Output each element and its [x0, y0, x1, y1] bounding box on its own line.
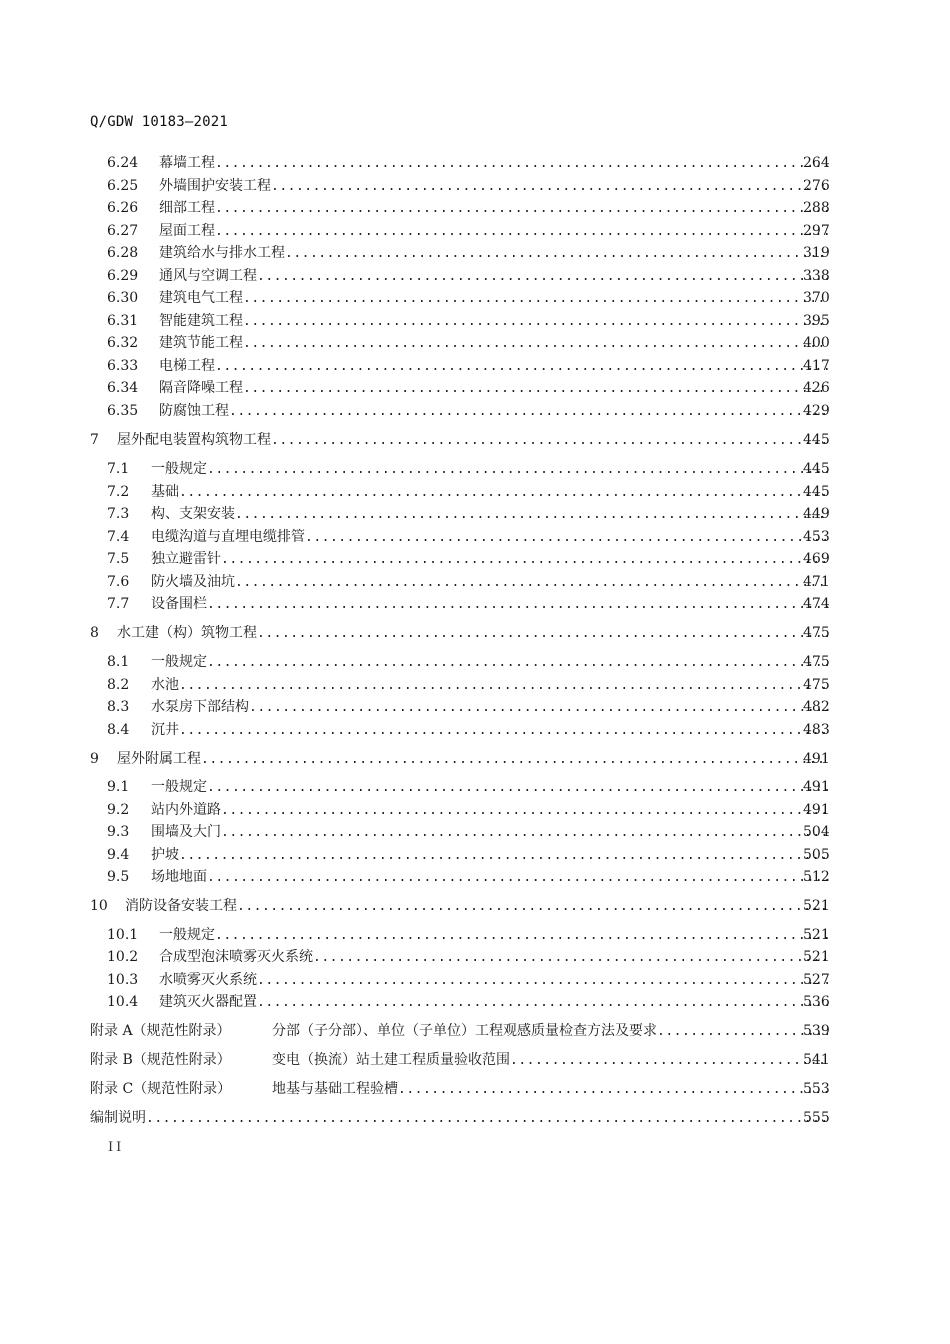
toc-entry-number: 6.26	[107, 200, 139, 216]
dot-leader	[215, 356, 828, 378]
dot-leader	[271, 430, 828, 452]
toc-entry-title[interactable]: 一般规定	[151, 779, 207, 795]
dot-leader	[215, 925, 828, 947]
toc-entry-number: 7.4	[107, 529, 130, 545]
toc-section-entry[interactable]	[0, 776, 950, 798]
toc-section-entry[interactable]	[0, 719, 950, 741]
dot-leader	[215, 153, 828, 175]
toc-entry-number: 7.7	[107, 596, 130, 612]
toc-section-entry[interactable]	[0, 175, 950, 197]
dot-leader	[271, 176, 828, 198]
toc-entry-number: 6.27	[107, 223, 139, 239]
toc-section-entry[interactable]	[0, 355, 950, 377]
toc-section-entry[interactable]	[0, 674, 950, 696]
toc-entry-title[interactable]: 水池	[151, 677, 179, 693]
toc-entry-page-number[interactable]: 491	[803, 802, 830, 818]
toc-entry-number: 8.4	[107, 722, 130, 738]
toc-entry-title[interactable]: 水泵房下部结构	[151, 699, 249, 715]
dot-leader	[207, 594, 828, 616]
toc-entry-number: 6.28	[107, 245, 139, 261]
dot-leader	[179, 720, 828, 742]
toc-entry-title[interactable]: 合成型泡沫喷雾灭火系统	[159, 949, 313, 965]
toc-entry-title[interactable]: 编制说明	[90, 1110, 146, 1126]
toc-section-entry[interactable]	[0, 866, 950, 888]
toc-entry-page-number[interactable]: 471	[803, 574, 830, 590]
dot-leader	[179, 482, 828, 504]
toc-section-entry[interactable]	[0, 310, 950, 332]
toc-entry-page-number[interactable]: 288	[803, 200, 830, 216]
toc-entry-title[interactable]: 站内外道路	[151, 802, 221, 818]
toc-section-entry[interactable]	[0, 991, 950, 1013]
toc-section-entry[interactable]	[0, 481, 950, 503]
dot-leader	[235, 504, 828, 526]
toc-section-entry[interactable]	[0, 265, 950, 287]
toc-entry-page-number[interactable]: 370	[803, 290, 830, 306]
dot-leader	[243, 288, 828, 310]
toc-entry-page-number[interactable]: 482	[803, 699, 830, 715]
toc-entry-title[interactable]: 屋面工程	[159, 223, 215, 239]
toc-section-entry[interactable]	[0, 503, 950, 525]
dot-leader	[201, 749, 828, 771]
toc-entry-number: 6.29	[107, 268, 139, 284]
toc-section-entry[interactable]	[0, 821, 950, 843]
toc-entry-page-number[interactable]: 429	[803, 403, 830, 419]
dot-leader	[207, 777, 828, 799]
toc-entry-number: 6.30	[107, 290, 139, 306]
toc-entry-title[interactable]: 构、支架安装	[151, 506, 235, 522]
dot-leader	[229, 401, 828, 423]
toc-chapter-entry[interactable]	[0, 895, 950, 917]
toc-entry-number: 7.5	[107, 551, 130, 567]
toc-appendix-entry[interactable]	[0, 1020, 950, 1042]
toc-appendix-entry[interactable]	[0, 1049, 950, 1071]
toc-entry-page-number[interactable]: 426	[803, 380, 830, 396]
toc-section-entry[interactable]	[0, 458, 950, 480]
toc-chapter-entry[interactable]	[0, 748, 950, 770]
toc-entry-page-number[interactable]: 445	[803, 432, 830, 448]
toc-entry-number: 9	[90, 751, 99, 767]
toc-section-entry[interactable]	[0, 377, 950, 399]
toc-section-entry[interactable]	[0, 287, 950, 309]
toc-section-entry[interactable]	[0, 400, 950, 422]
toc-section-entry[interactable]	[0, 571, 950, 593]
dot-leader	[257, 623, 828, 645]
page-number: II	[108, 1140, 125, 1155]
toc-entry-title[interactable]: 细部工程	[159, 200, 215, 216]
toc-section-entry[interactable]	[0, 969, 950, 991]
dot-leader	[207, 652, 828, 674]
toc-chapter-entry[interactable]	[0, 429, 950, 451]
toc-entry-title[interactable]: 建筑电气工程	[159, 290, 243, 306]
toc-entry-page-number[interactable]: 319	[803, 245, 830, 261]
toc-entry-page-number[interactable]: 475	[803, 625, 830, 641]
toc-entry-number: 6.34	[107, 380, 139, 396]
toc-section-entry[interactable]	[0, 651, 950, 673]
toc-entry-title[interactable]: 围墙及大门	[151, 824, 221, 840]
toc-appendix-entry[interactable]	[0, 1078, 950, 1100]
toc-entry-page-number[interactable]: 475	[803, 654, 830, 670]
toc-entry-number: 10.2	[107, 949, 139, 965]
toc-entry-number: 7.2	[107, 484, 130, 500]
toc-entry-page-number[interactable]: 400	[803, 335, 830, 351]
dot-leader	[215, 221, 828, 243]
toc-entry-number: 9.2	[107, 802, 130, 818]
toc-entry-page-number[interactable]: 539	[803, 1023, 830, 1039]
toc-entry-title[interactable]: 智能建筑工程	[159, 313, 243, 329]
toc-entry-page-number[interactable]: 491	[803, 779, 830, 795]
toc-entry-page-number[interactable]: 521	[803, 927, 830, 943]
dot-leader	[221, 822, 828, 844]
toc-entry-page-number[interactable]: 445	[803, 484, 830, 500]
toc-entry-page-number[interactable]: 395	[803, 313, 830, 329]
dot-leader	[313, 947, 828, 969]
dot-leader	[285, 243, 828, 265]
toc-entry-title[interactable]: 场地地面	[151, 869, 207, 885]
toc-entry-title[interactable]: 一般规定	[151, 461, 207, 477]
dot-leader	[179, 845, 828, 867]
toc-entry-page-number[interactable]: 469	[803, 551, 830, 567]
toc-section-entry[interactable]	[0, 946, 950, 968]
toc-entry-title[interactable]: 护坡	[151, 847, 179, 863]
toc-entry-page-number[interactable]: 505	[803, 847, 830, 863]
toc-entry-number: 6.25	[107, 178, 139, 194]
toc-entry-number: 附录 A（规范性附录）	[90, 1023, 231, 1039]
dot-leader	[305, 527, 828, 549]
toc-section-entry[interactable]	[0, 332, 950, 354]
toc-section-entry[interactable]	[0, 593, 950, 615]
toc-entry-page-number[interactable]: 264	[803, 155, 830, 171]
toc-entry-number: 10	[90, 898, 108, 914]
toc-entry-page-number[interactable]: 276	[803, 178, 830, 194]
toc-entry-number: 7	[90, 432, 99, 448]
toc-entry-number: 10.4	[107, 994, 139, 1010]
toc-entry-title[interactable]: 消防设备安装工程	[125, 898, 237, 914]
document-code-header: Q/GDW 10183—2021	[90, 114, 229, 130]
dot-leader	[510, 1050, 828, 1072]
toc-entry-title[interactable]: 幕墙工程	[159, 155, 215, 171]
dot-leader	[221, 800, 828, 822]
dot-leader	[221, 549, 828, 571]
toc-section-entry[interactable]	[0, 548, 950, 570]
toc-entry-page-number[interactable]: 338	[803, 268, 830, 284]
toc-entry-page-number[interactable]: 512	[803, 869, 830, 885]
dot-leader	[235, 572, 828, 594]
toc-entry-title[interactable]: 变电（换流）站土建工程质量验收范围	[272, 1052, 510, 1068]
toc-entry-title[interactable]: 一般规定	[159, 927, 215, 943]
toc-entry-number: 7.3	[107, 506, 130, 522]
toc-entry-title[interactable]: 防火墙及油坑	[151, 574, 235, 590]
toc-entry-number: 7.1	[107, 461, 130, 477]
toc-entry-title[interactable]: 一般规定	[151, 654, 207, 670]
toc-entry-page-number[interactable]: 475	[803, 677, 830, 693]
toc-entry-page-number[interactable]: 536	[803, 994, 830, 1010]
dot-leader	[398, 1079, 828, 1101]
toc-entry-number: 9.5	[107, 869, 130, 885]
toc-entry-page-number[interactable]: 449	[803, 506, 830, 522]
toc-entry-page-number[interactable]: 417	[803, 358, 830, 374]
toc-entry-title[interactable]: 基础	[151, 484, 179, 500]
toc-section-entry[interactable]	[0, 526, 950, 548]
toc-entry-number: 6.33	[107, 358, 139, 374]
toc-entry-number: 8.1	[107, 654, 130, 670]
toc-entry-title[interactable]: 通风与空调工程	[159, 268, 257, 284]
dot-leader	[257, 266, 828, 288]
toc-entry-page-number[interactable]: 521	[803, 898, 830, 914]
toc-section-entry[interactable]	[0, 799, 950, 821]
dot-leader	[243, 333, 828, 355]
toc-section-entry[interactable]	[0, 152, 950, 174]
dot-leader	[146, 1108, 828, 1130]
toc-entry-page-number[interactable]: 555	[803, 1110, 830, 1126]
dot-leader	[207, 867, 828, 889]
toc-entry-number: 9.1	[107, 779, 130, 795]
toc-entry-title[interactable]: 电梯工程	[159, 358, 215, 374]
toc-entry-title[interactable]: 沉井	[151, 722, 179, 738]
dot-leader	[215, 198, 828, 220]
dot-leader	[243, 378, 828, 400]
toc-entry-number: 6.31	[107, 313, 139, 329]
toc-entry-page-number[interactable]: 491	[803, 751, 830, 767]
toc-entry-title[interactable]: 屋外附属工程	[117, 751, 201, 767]
toc-entry-page-number[interactable]: 474	[803, 596, 830, 612]
toc-entry-number: 9.3	[107, 824, 130, 840]
toc-entry-title[interactable]: 建筑节能工程	[159, 335, 243, 351]
dot-leader	[179, 675, 828, 697]
dot-leader	[207, 459, 828, 481]
toc-entry-page-number[interactable]: 297	[803, 223, 830, 239]
toc-entry-number: 7.6	[107, 574, 130, 590]
toc-section-entry[interactable]	[0, 844, 950, 866]
toc-entry-number: 8	[90, 625, 99, 641]
toc-section-entry[interactable]	[0, 696, 950, 718]
dot-leader	[243, 311, 828, 333]
toc-entry-title[interactable]: 水工建（构）筑物工程	[117, 625, 257, 641]
toc-entry-title[interactable]: 水喷雾灭火系统	[159, 972, 257, 988]
toc-entry-number: 10.1	[107, 927, 139, 943]
toc-entry-number: 附录 C（规范性附录）	[90, 1081, 232, 1097]
toc-section-entry[interactable]	[0, 924, 950, 946]
toc-entry-number: 8.2	[107, 677, 130, 693]
toc-entry-number: 8.3	[107, 699, 130, 715]
toc-entry-page-number[interactable]: 521	[803, 949, 830, 965]
toc-entry-page-number[interactable]: 483	[803, 722, 830, 738]
toc-entry-page-number[interactable]: 527	[803, 972, 830, 988]
toc-entry-number: 10.3	[107, 972, 139, 988]
toc-entry-title[interactable]: 外墙围护安装工程	[159, 178, 271, 194]
toc-entry-page-number[interactable]: 504	[803, 824, 830, 840]
toc-entry-number: 附录 B（规范性附录）	[90, 1052, 231, 1068]
toc-entry-number: 9.4	[107, 847, 130, 863]
toc-entry-title[interactable]: 设备围栏	[151, 596, 207, 612]
toc-appendix-entry[interactable]	[0, 1107, 950, 1129]
toc-section-entry[interactable]	[0, 242, 950, 264]
toc-entry-page-number[interactable]: 445	[803, 461, 830, 477]
toc-chapter-entry[interactable]	[0, 622, 950, 644]
toc-entry-title[interactable]: 建筑给水与排水工程	[159, 245, 285, 261]
toc-entry-title[interactable]: 地基与基础工程验槽	[272, 1081, 398, 1097]
toc-entry-number: 6.35	[107, 403, 139, 419]
toc-entry-page-number[interactable]: 453	[803, 529, 830, 545]
toc-entry-title[interactable]: 电缆沟道与直埋电缆排管	[151, 529, 305, 545]
dot-leader	[249, 697, 828, 719]
toc-entry-page-number[interactable]: 541	[803, 1052, 830, 1068]
toc-entry-title[interactable]: 防腐蚀工程	[159, 403, 229, 419]
toc-entry-title[interactable]: 独立避雷针	[151, 551, 221, 567]
dot-leader	[257, 992, 828, 1014]
toc-section-entry[interactable]	[0, 197, 950, 219]
toc-entry-title[interactable]: 屋外配电装置构筑物工程	[117, 432, 271, 448]
dot-leader	[257, 970, 828, 992]
dot-leader	[237, 896, 828, 918]
toc-entry-number: 6.32	[107, 335, 139, 351]
toc-section-entry[interactable]	[0, 220, 950, 242]
toc-entry-number: 6.24	[107, 155, 139, 171]
toc-entry-page-number[interactable]: 553	[803, 1081, 830, 1097]
toc-entry-title[interactable]: 隔音降噪工程	[159, 380, 243, 396]
toc-entry-title[interactable]: 分部（子分部）、单位（子单位）工程观感质量检查方法及要求	[272, 1023, 657, 1039]
toc-entry-title[interactable]: 建筑灭火器配置	[159, 994, 257, 1010]
